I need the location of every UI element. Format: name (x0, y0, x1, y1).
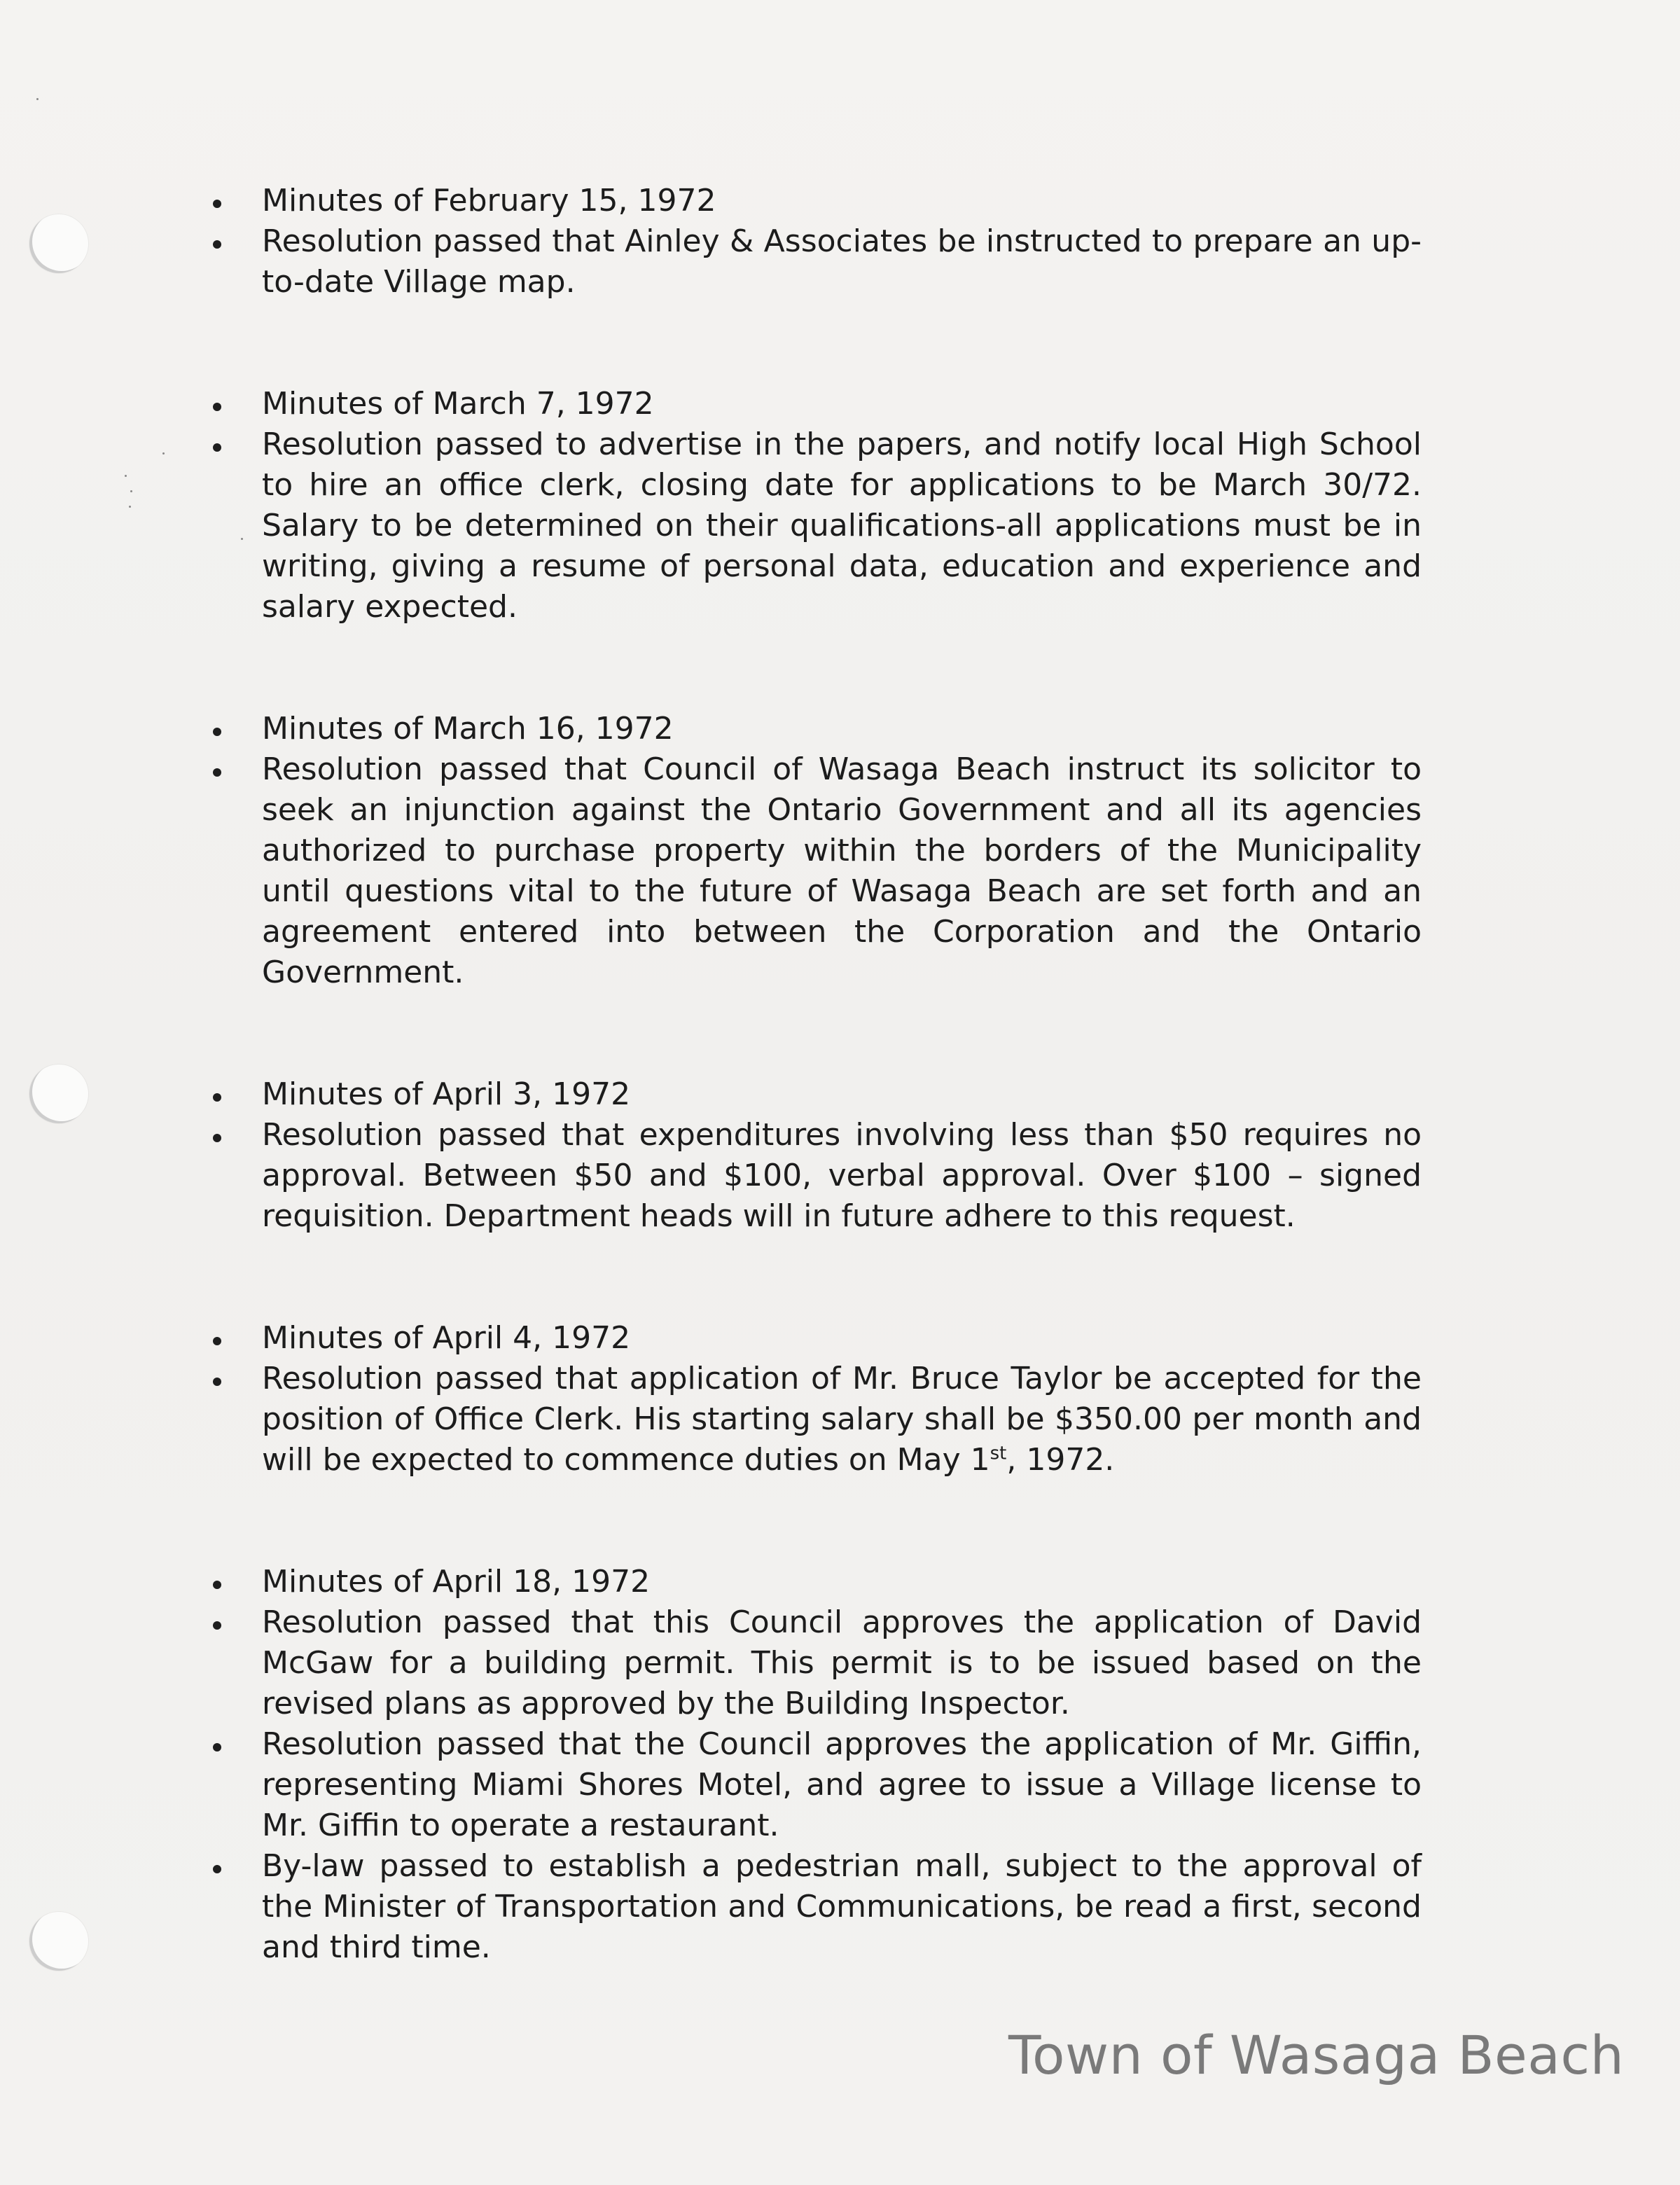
minutes-heading: Minutes of March 16, 1972 (203, 709, 1422, 749)
minutes-section (203, 709, 1422, 993)
minutes-section (203, 1074, 1422, 1237)
minutes-heading: Minutes of February 15, 1972 (203, 181, 1422, 221)
minutes-list (203, 181, 1422, 1968)
bullet-icon (213, 1865, 221, 1873)
minutes-section (203, 384, 1422, 627)
resolution-item: Resolution passed that Council of Wasaga Beach instruct its solicitor to seek an injunction against the Ontario Government and all its agencies authorized to purchase property within the borders of the Municipality until questions vital to the future of Wasaga Beach are set forth and an agreement entered into between the Corporation and the Ontario Government. (203, 749, 1422, 993)
bullet-icon (213, 200, 221, 208)
minutes-heading: Minutes of March 7, 1972 (203, 384, 1422, 424)
minutes-section (203, 181, 1422, 303)
resolution-item: Resolution passed that Ainley & Associates be instructed to prepare an up-to-date Village map. (203, 221, 1422, 303)
minutes-heading: Minutes of April 3, 1972 (203, 1074, 1422, 1115)
watermark: Town of Wasaga Beach (1008, 2024, 1625, 2086)
resolution-item: Resolution passed that application of Mr. Bruce Taylor be accepted for the position of Office Clerk. His starting salary shall be $350.00 per month and will be expected to commence duties on May 1st, 1972. (203, 1359, 1422, 1480)
bullet-icon (213, 1621, 221, 1630)
bullet-icon (213, 1337, 221, 1345)
resolution-item: Resolution passed that this Council approves the application of David McGaw for a building permit. This permit is to be issued based on the revised plans as approved by the Building Inspector. (203, 1602, 1422, 1724)
punch-hole (29, 1064, 88, 1123)
bylaw-item: By-law passed to establish a pedestrian mall, subject to the approval of the Minister of Transportation and Communications, be read a first, second and third time. (203, 1846, 1422, 1968)
bullet-icon (213, 768, 221, 777)
bullet-icon (213, 1093, 221, 1102)
bullet-icon (213, 240, 221, 249)
bullet-icon (213, 1378, 221, 1386)
minutes-heading: Minutes of April 18, 1972 (203, 1562, 1422, 1602)
punch-hole (29, 214, 88, 273)
minutes-section (203, 1318, 1422, 1480)
ordinal-suffix: st (990, 1443, 1007, 1464)
minutes-heading: Minutes of April 4, 1972 (203, 1318, 1422, 1359)
resolution-item: Resolution passed to advertise in the papers, and notify local High School to hire an office clerk, closing date for applications to be March 30/72. Salary to be determined on their qualifications-all applications must be in writing, giving a resume of personal data, education and experience and salary expected. (203, 424, 1422, 627)
bullet-icon (213, 1743, 221, 1752)
resolution-item: Resolution passed that expenditures involving less than $50 requires no approval. Between $50 and $100, verbal approval. Over $100 – signed requisition. Department heads will in future adhere to this request. (203, 1115, 1422, 1237)
resolution-item: Resolution passed that the Council approves the application of Mr. Giffin, representing Miami Shores Motel, and agree to issue a Village license to Mr. Giffin to operate a restaurant. (203, 1724, 1422, 1846)
minutes-section (203, 1562, 1422, 1968)
bullet-icon (213, 403, 221, 411)
bullet-icon (213, 728, 221, 736)
bullet-icon (213, 443, 221, 452)
punch-hole (29, 1912, 88, 1971)
bullet-icon (213, 1134, 221, 1142)
bullet-icon (213, 1581, 221, 1589)
